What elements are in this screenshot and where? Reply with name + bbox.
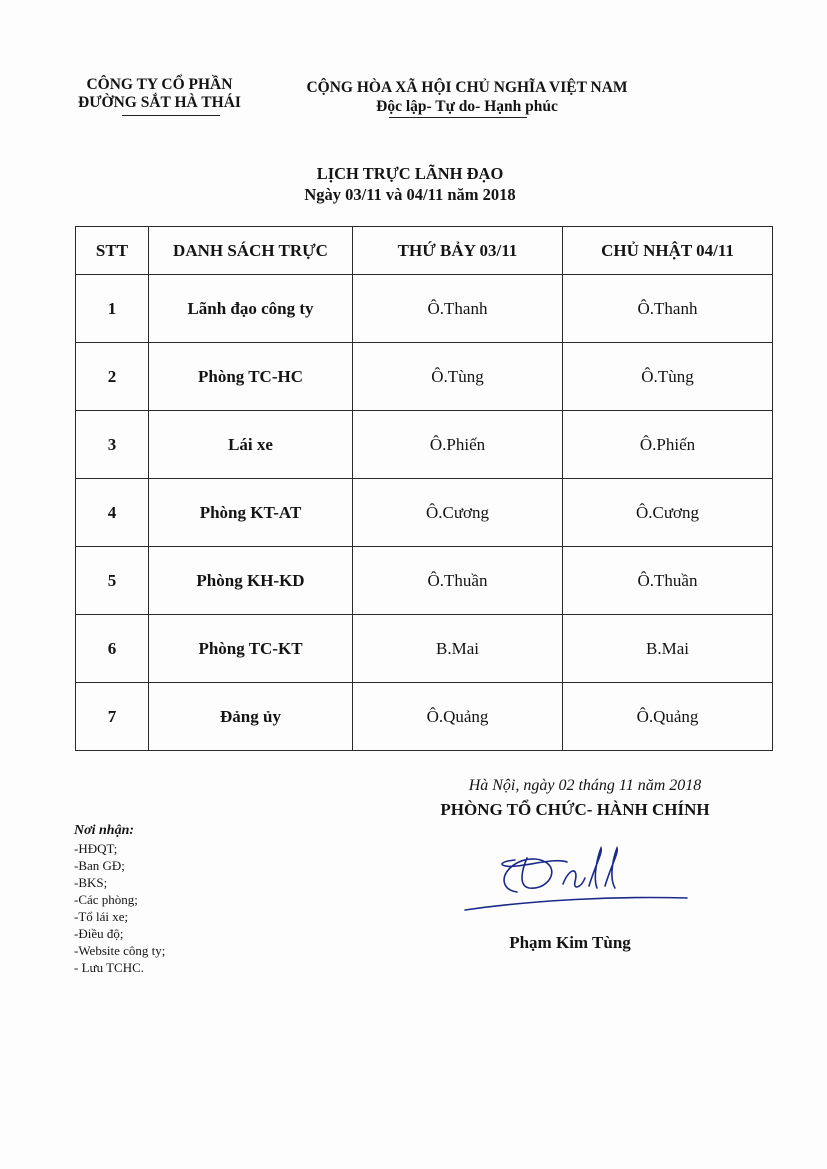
sunday-duty: B.Mai — [563, 615, 773, 683]
sunday-duty: Ô.Thuần — [563, 547, 773, 615]
duty-unit: Đảng ủy — [149, 683, 353, 751]
duty-schedule-table — [75, 226, 773, 751]
duty-unit: Phòng KT-AT — [149, 479, 353, 547]
table-row — [76, 479, 773, 547]
list-item: -BKS; — [74, 875, 108, 890]
signer-name: Phạm Kim Tùng — [509, 933, 631, 952]
company-name-line1: CÔNG TY CỔ PHẦN — [86, 76, 233, 93]
recipients-title: Nơi nhận: — [74, 823, 135, 838]
saturday-duty: Ô.Tùng — [353, 343, 563, 411]
title-sub: Ngày 03/11 và 04/11 năm 2018 — [304, 185, 516, 204]
saturday-duty: Ô.Phiến — [353, 411, 563, 479]
saturday-duty: Ô.Thanh — [353, 275, 563, 343]
list-item: - Lưu TCHC. — [74, 960, 145, 975]
column-header-duty-list: DANH SÁCH TRỰC — [149, 227, 353, 275]
sunday-duty: Ô.Quảng — [563, 683, 773, 751]
column-header-sunday: CHỦ NHẬT 04/11 — [563, 227, 773, 275]
table-row — [76, 615, 773, 683]
company-name-line2: ĐƯỜNG SẮT HÀ THÁI — [78, 94, 241, 111]
handwritten-signature — [455, 838, 695, 918]
row-number: 5 — [76, 547, 149, 615]
list-item: -Ban GĐ; — [74, 858, 125, 873]
recipients-list — [74, 822, 165, 976]
list-item: -HĐQT; — [74, 841, 118, 856]
national-header — [287, 78, 647, 116]
duty-unit: Phòng TC-HC — [149, 343, 353, 411]
sunday-duty: Ô.Tùng — [563, 343, 773, 411]
saturday-duty: Ô.Cương — [353, 479, 563, 547]
row-number: 7 — [76, 683, 149, 751]
table-row — [76, 547, 773, 615]
list-item: -Điều độ; — [74, 926, 124, 941]
company-name — [78, 76, 241, 112]
nation-motto: Độc lập- Tự do- Hạnh phúc — [376, 98, 558, 115]
table-row — [76, 683, 773, 751]
sunday-duty: Ô.Phiến — [563, 411, 773, 479]
row-number: 1 — [76, 275, 149, 343]
duty-unit: Lãnh đạo công ty — [149, 275, 353, 343]
list-item: -Các phòng; — [74, 892, 138, 907]
issue-date: Hà Nội, ngày 02 tháng 11 năm 2018 — [468, 777, 702, 794]
column-header-stt: STT — [76, 227, 149, 275]
row-number: 2 — [76, 343, 149, 411]
table-row — [76, 343, 773, 411]
row-number: 6 — [76, 615, 149, 683]
saturday-duty: Ô.Thuần — [353, 547, 563, 615]
document-title — [200, 163, 620, 205]
motto-underline — [389, 117, 527, 118]
duty-unit: Phòng TC-KT — [149, 615, 353, 683]
table-row — [76, 411, 773, 479]
saturday-duty: Ô.Quảng — [353, 683, 563, 751]
title-main: LỊCH TRỰC LÃNH ĐẠO — [316, 164, 504, 183]
saturday-duty: B.Mai — [353, 615, 563, 683]
table-header-row — [76, 227, 773, 275]
duty-unit: Phòng KH-KD — [149, 547, 353, 615]
sunday-duty: Ô.Cương — [563, 479, 773, 547]
list-item: -Website công ty; — [74, 943, 166, 958]
issuing-department: PHÒNG TỔ CHỨC- HÀNH CHÍNH — [440, 800, 710, 819]
table-row — [76, 275, 773, 343]
list-item: -Tổ lái xe; — [74, 909, 129, 924]
column-header-saturday: THỨ BẢY 03/11 — [353, 227, 563, 275]
company-underline — [122, 115, 220, 116]
nation-title: CỘNG HÒA XÃ HỘI CHỦ NGHĨA VIỆT NAM — [306, 79, 628, 96]
row-number: 4 — [76, 479, 149, 547]
sunday-duty: Ô.Thanh — [563, 275, 773, 343]
duty-unit: Lái xe — [149, 411, 353, 479]
row-number: 3 — [76, 411, 149, 479]
